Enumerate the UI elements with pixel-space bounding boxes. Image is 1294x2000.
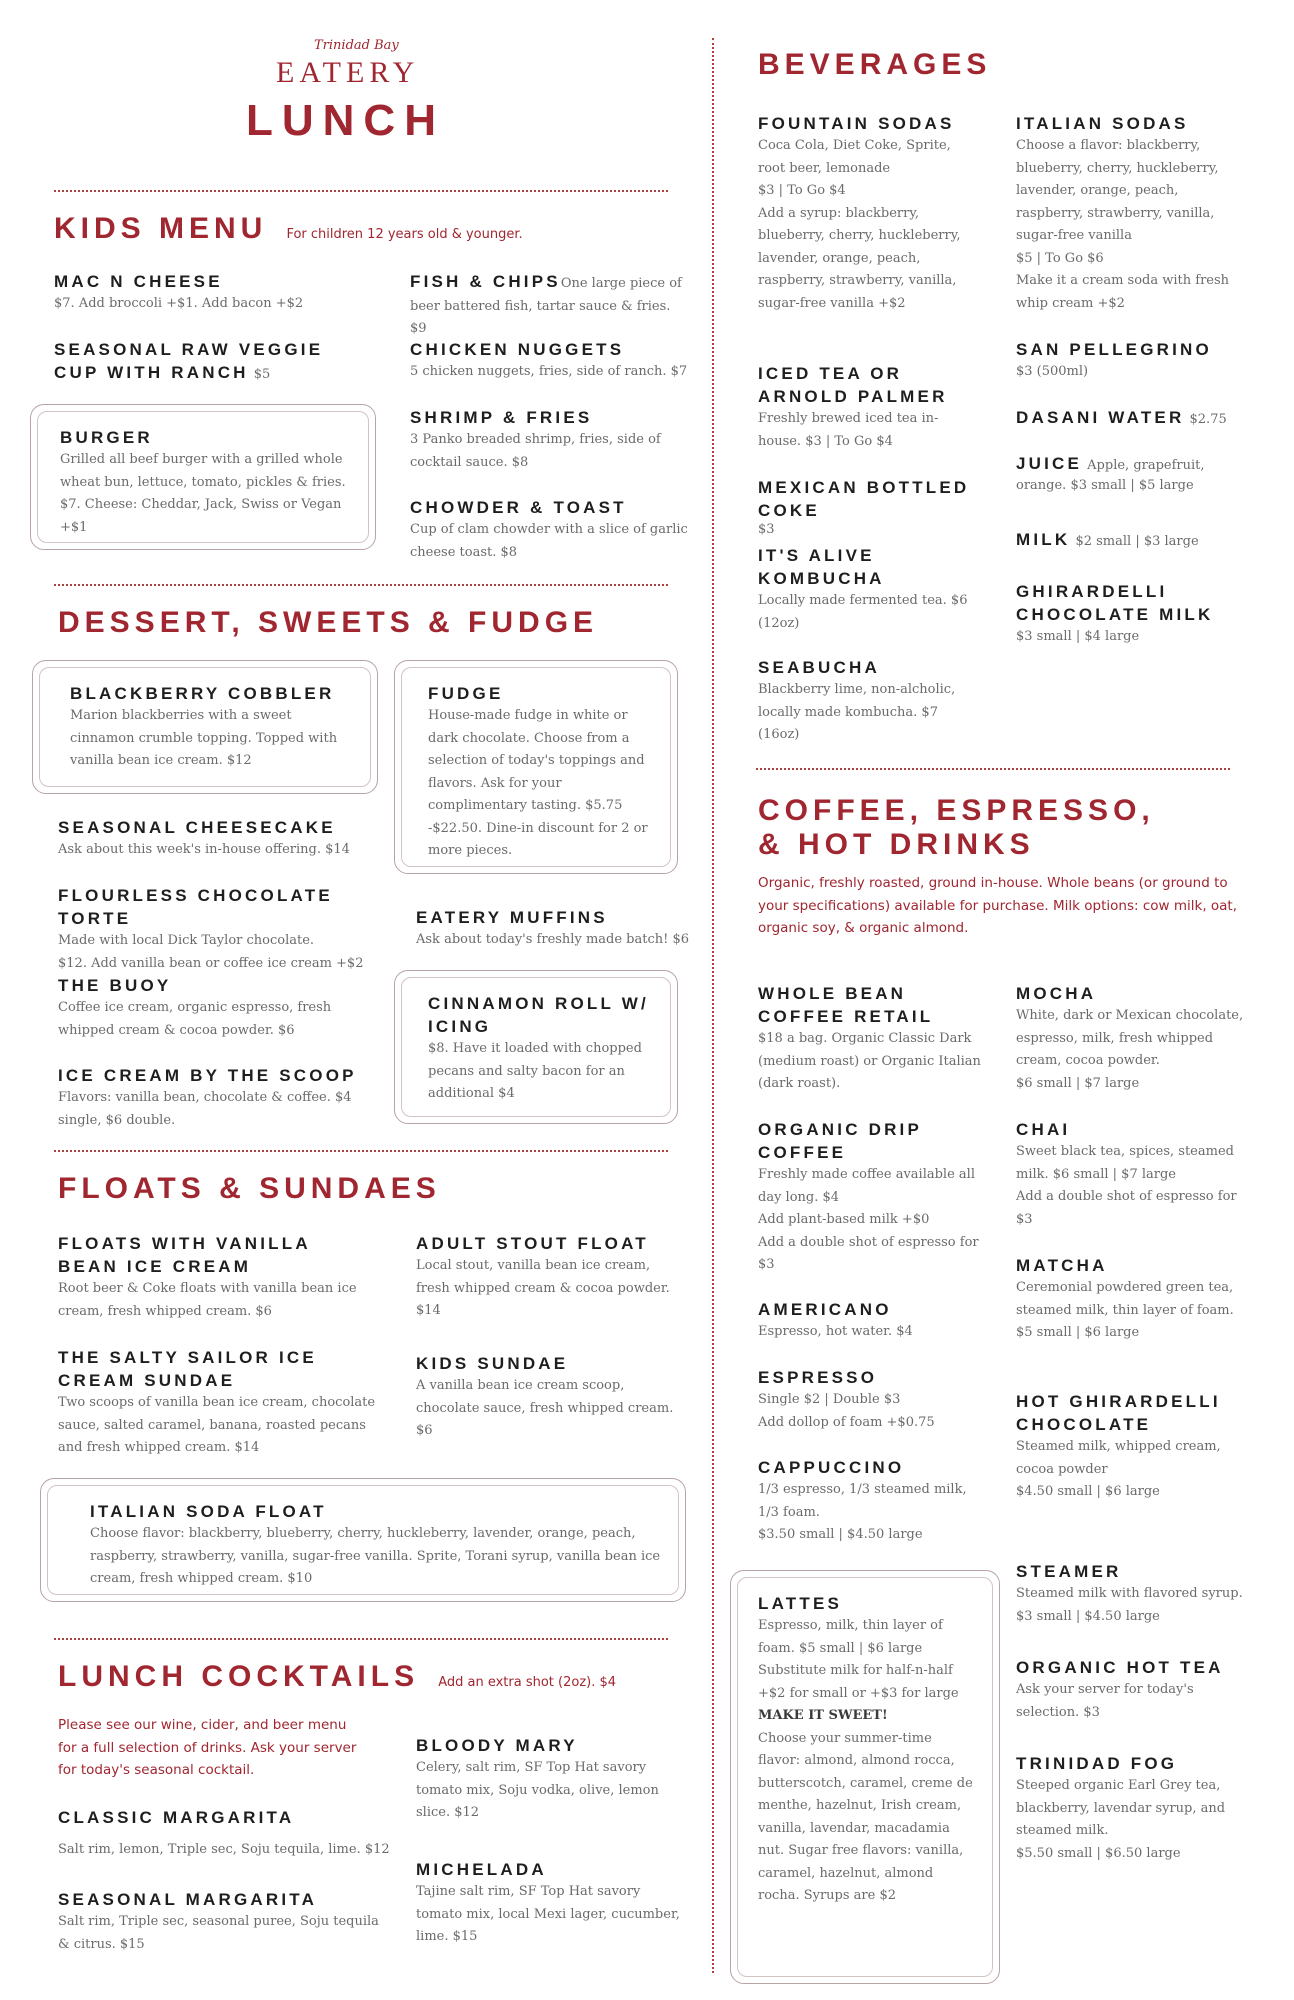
item-name: CAPPUCCINO [758,1458,905,1477]
item-price: $2.75 [1189,412,1227,427]
item-callout: MAKE IT SWEET! [758,1708,888,1723]
item-desc: Apple, grapefruit, [1087,458,1205,473]
item-name: ORGANIC HOT TEA [1016,1658,1224,1677]
item-extra: Add a syrup: blackberry, blueberry, cherry, huckleberry, lavender, orange, peach, raspberry, strawberry, vanilla, sugar-free vanilla +$2 [758,205,961,311]
cocktails-section-header [58,1660,616,1694]
menu-item [758,1456,988,1547]
menu-item [410,496,690,564]
item-price: $3 | To Go $4 [758,183,846,198]
item-price: $5.50 small | $6.50 large [1016,1845,1181,1861]
item-name: GHIRARDELLI CHOCOLATE MILK [1016,582,1214,624]
item-desc: Choose flavor: blackberry, blueberry, cherry, huckleberry, lavender, orange, peach, raspberry, strawberry, vanilla, sugar-free vanilla. Sprite, Torani syrup, vanilla bean ice cream, fresh whipped cream. $10 [90,1526,661,1586]
item-name: SHRIMP & FRIES [410,408,593,427]
item-name: CHICKEN NUGGETS [410,340,625,359]
item-name: MAC N CHEESE [54,272,223,291]
menu-item [1016,580,1248,649]
item-desc: Steeped organic Earl Grey tea, blackberry, lavendar syrup, and steamed milk. [1016,1778,1226,1838]
item-name: STEAMER [1016,1562,1122,1581]
item-name: BURGER [60,428,153,447]
item-desc: $3 small | $4 large [1016,629,1140,644]
item-name: SAN PELLEGRINO [1016,340,1212,359]
item-extra: Choose your summer-time flavor: almond, almond rocca, butterscotch, caramel, creme de menthe, hazelnut, Irish cream, vanilla, lavendar, macadamia nut. Sugar free flavors: vanilla, caramel, hazelnut, almond rocha. Syrups are $2 [758,1730,973,1903]
item-desc: White, dark or Mexican chocolate, espresso, milk, fresh whipped cream, cocoa powder. [1016,1008,1244,1068]
item-desc: Coffee ice cream, organic espresso, fresh whipped cream & cocoa powder. $6 [58,1000,332,1038]
item-name: MOCHA [1016,984,1097,1003]
item-name: ORGANIC DRIP COFFEE [758,1120,922,1162]
menu-item [58,1346,388,1460]
item-name: SEASONAL CHEESECAKE [58,818,336,837]
kids-title: KIDS MENU [54,212,268,245]
item-name: TRINIDAD FOG [1016,1754,1178,1773]
item-desc: Tajine salt rim, SF Top Hat savory tomato mix, local Mexi lager, cucumber, lime. $15 [416,1884,680,1944]
item-desc: Marion blackberries with a sweet cinnamon crumble topping. Topped with vanilla bean ice cream. $12 [70,708,338,768]
item-extra: Substitute milk for half-n-half +$2 for small or +$3 for large [758,1663,959,1701]
divider [756,768,1230,770]
item-desc: Freshly made coffee available all day long. $4 [758,1167,975,1205]
item-extra: Make it a cream soda with fresh whip cream +$2 [1016,273,1230,311]
item-desc: 1/3 espresso, 1/3 steamed milk, 1/3 foam. [758,1482,967,1520]
item-name: ITALIAN SODAS [1016,114,1189,133]
menu-item [758,982,988,1096]
item-price: $5 | To Go $6 [1016,250,1104,266]
item-name: BLACKBERRY COBBLER [70,684,335,703]
menu-item [416,906,696,952]
menu-item [410,338,690,384]
item-desc: $8. Have it loaded with chopped pecans and salty bacon for an additional $4 [428,1041,642,1101]
item-desc: House-made fudge in white or dark chocolate. Choose from a selection of today's toppings and flavors. Ask for your complimentary tasting. $5.75 -$22.50. Dine-in discount for 2 or more pieces. [428,708,648,858]
coffee-title-line1: COFFEE, ESPRESSO, [758,794,1155,827]
item-extra: Add a double shot of espresso for $3 [1016,1189,1237,1227]
menu-item [428,682,660,863]
brand-lunch: LUNCH [246,96,445,145]
cocktails-subtitle: Add an extra shot (2oz). $4 [438,1675,617,1690]
menu-item [58,816,378,862]
item-desc: Salt rim, lemon, Triple sec, Soju tequila, lime. $12 [58,1842,390,1857]
item-desc: One large piece of beer battered fish, tartar sauce & fries. $9 [410,276,682,336]
item-name: ICE CREAM BY THE SCOOP [58,1066,357,1085]
menu-item [54,270,354,316]
item-desc: Celery, salt rim, SF Top Hat savory tomato mix, Soju vodka, olive, lemon slice. $12 [416,1760,659,1820]
menu-item [58,1888,388,1956]
item-desc: Freshly brewed iced tea in-house. $3 | To Go $4 [758,411,939,449]
item-extra: Add dollop of foam +$0.75 [758,1414,935,1430]
item-name: CHOWDER & TOAST [410,498,627,517]
menu-item [1016,1752,1248,1865]
item-price: $2 small | $3 large [1075,534,1199,549]
item-name: MEXICAN BOTTLED COKE [758,478,970,520]
divider [54,190,668,192]
item-desc: Sweet black tea, spices, steamed milk. $6 small | $7 large [1016,1144,1234,1182]
item-name: CHAI [1016,1120,1071,1139]
menu-item [758,112,978,315]
cocktails-note: Please see our wine, cider, and beer menu for a full selection of drinks. Ask your server for today's seasonal cocktail. [58,1717,357,1778]
menu-item [58,884,388,975]
menu-item [758,1118,988,1277]
cocktails-title: LUNCH COCKTAILS [58,1660,420,1693]
divider [54,584,668,586]
item-desc: Local stout, vanilla bean ice cream, fresh whipped cream & cocoa powder. $14 [416,1258,670,1318]
item-name: DASANI WATER [1016,408,1185,427]
item-name: SEASONAL RAW VEGGIE CUP WITH RANCH [54,340,324,382]
item-desc: Two scoops of vanilla bean ice cream, chocolate sauce, salted caramel, banana, roasted pecans and fresh whipped cream. $14 [58,1395,376,1455]
item-desc: orange. $3 small | $5 large [1016,478,1194,493]
item-desc: Ceremonial powdered green tea, steamed milk, thin layer of foam. [1016,1280,1234,1318]
item-desc: Ask your server for today's selection. $3 [1016,1682,1194,1720]
item-desc: Ask about today's freshly made batch! $6 [416,932,690,947]
item-desc: Ask about this week's in-house offering. $14 [58,842,350,857]
menu-item [758,476,978,537]
item-desc: Espresso, milk, thin layer of foam. $5 small | $6 large [758,1618,943,1656]
item-name: FOUNTAIN SODAS [758,114,955,133]
item-desc: Choose a flavor: blackberry, blueberry, cherry, huckleberry, lavender, orange, peach, raspberry, strawberry, vanilla, sugar-free vanilla [1016,138,1219,243]
item-desc: Grilled all beef burger with a grilled whole wheat bun, lettuce, tomato, pickles & fries. $7. Cheese: Cheddar, Jack, Swiss or Vegan +$1 [60,452,346,535]
coffee-title-line2: & HOT DRINKS [758,828,1035,861]
menu-item [758,656,978,747]
menu-item [758,1366,988,1434]
menu-item [1016,112,1248,315]
item-name: THE BUOY [58,976,172,995]
item-name: FISH & CHIPS [410,272,561,291]
item-name: LATTES [758,1594,843,1613]
item-desc: 3 Panko breaded shrimp, fries, side of cocktail sauce. $8 [410,432,661,470]
item-price: $5 [253,367,271,382]
item-name: ADULT STOUT FLOAT [416,1234,649,1253]
menu-item [58,1064,358,1132]
item-name: IT'S ALIVE KOMBUCHA [758,546,885,588]
item-desc: Salt rim, Triple sec, seasonal puree, Soju tequila & citrus. $15 [58,1914,379,1952]
item-desc: Espresso, hot water. $4 [758,1324,913,1339]
menu-item [1016,452,1248,498]
item-name: BLOODY MARY [416,1736,578,1755]
menu-item [58,1232,368,1323]
menu-item [758,362,978,453]
menu-item [1016,1118,1248,1231]
item-name: WHOLE BEAN COFFEE RETAIL [758,984,934,1026]
item-desc: Root beer & Coke floats with vanilla bean ice cream, fresh whipped cream. $6 [58,1281,357,1319]
right-column [718,0,1294,2000]
floats-title: FLOATS & SUNDAES [58,1172,441,1205]
item-desc: Single $2 | Double $3 [758,1392,901,1407]
column-divider [712,38,714,1973]
item-extra: Add plant-based milk +$0 [758,1212,930,1227]
item-name: SEABUCHA [758,658,880,677]
item-desc: A vanilla bean ice cream scoop, chocolate sauce, fresh whipped cream. $6 [416,1378,674,1438]
beverages-title: BEVERAGES [758,48,992,81]
item-desc: $18 a bag. Organic Classic Dark (medium roast) or Organic Italian (dark roast). [758,1031,981,1091]
item-name: MATCHA [1016,1256,1108,1275]
menu-item [58,974,358,1042]
item-desc: Flavors: vanilla bean, chocolate & coffee. $4 single, $6 double. [58,1090,352,1128]
menu-item [1016,1560,1248,1628]
menu-item [428,992,660,1106]
item-name: ITALIAN SODA FLOAT [90,1502,327,1521]
menu-item [758,1592,978,1908]
item-name: MICHELADA [416,1860,547,1879]
menu-item [1016,338,1248,384]
brand-eatery: EATERY [276,56,420,89]
item-desc: Blackberry lime, non-alcholic, locally made kombucha. $7 (16oz) [758,682,956,742]
item-name: CINNAMON ROLL W/ ICING [428,994,649,1036]
item-desc: 5 chicken nuggets, fries, side of ranch. $7 [410,364,688,379]
item-name: HOT GHIRARDELLI CHOCOLATE [1016,1392,1221,1434]
menu-item [416,1232,686,1323]
menu-item [90,1500,662,1591]
item-extra: $3.50 small | $4.50 large [758,1527,923,1542]
item-desc: Steamed milk with flavored syrup. $3 small | $4.50 large [1016,1586,1243,1624]
item-name: SEASONAL MARGARITA [58,1890,318,1909]
menu-item [58,1806,398,1862]
item-name: FLOURLESS CHOCOLATE TORTE [58,886,333,928]
kids-section-header [54,212,523,246]
item-name: JUICE [1016,454,1083,473]
divider [54,1638,668,1640]
item-price: $4.50 small | $6 large [1016,1484,1160,1499]
item-name: AMERICANO [758,1300,892,1319]
item-name: KIDS SUNDAE [416,1354,569,1373]
menu-item [1016,406,1248,429]
divider [54,1150,668,1152]
menu-item [70,682,360,773]
item-name: FUDGE [428,684,504,703]
menu-item [54,338,354,384]
item-extra: Add a double shot of espresso for $3 [758,1234,979,1272]
menu-item [416,1734,686,1825]
menu-item [1016,1390,1248,1504]
item-desc: Coca Cola, Diet Coke, Sprite, root beer, lemonade [758,138,951,176]
menu-item [1016,982,1248,1095]
dessert-title: DESSERT, SWEETS & FUDGE [58,606,599,639]
item-name: EATERY MUFFINS [416,908,608,927]
item-price: $3 [758,522,775,537]
item-desc: $3 (500ml) [1016,364,1089,379]
coffee-note: Organic, freshly roasted, ground in-house. Whole beans (or ground to your specifications) available for purchase. Milk options: cow milk, oat, organic soy, & organic almond. [758,875,1238,936]
item-name: THE SALTY SAILOR ICE CREAM SUNDAE [58,1348,317,1390]
item-desc: $7. Add broccoli +$1. Add bacon +$2 [54,296,304,311]
item-name: FLOATS WITH VANILLA BEAN ICE CREAM [58,1234,311,1276]
menu-item [1016,1656,1248,1724]
item-name: MILK [1016,530,1071,549]
item-desc: Cup of clam chowder with a slice of garlic cheese toast. $8 [410,522,688,560]
menu-item [1016,528,1248,551]
menu-item [410,270,690,341]
brand-script: Trinidad Bay [314,38,399,53]
item-price: $6 small | $7 large [1016,1075,1140,1091]
menu-item [758,1298,988,1344]
item-name: ICED TEA OR ARNOLD PALMER [758,364,948,406]
item-desc: Locally made fermented tea. $6 (12oz) [758,593,968,631]
item-desc: $12. Add vanilla bean or coffee ice cream +$2 [58,955,364,971]
menu-item [758,544,978,635]
menu-item [60,426,360,539]
item-name: ESPRESSO [758,1368,878,1387]
item-name: CLASSIC MARGARITA [58,1808,295,1827]
menu-item [410,406,690,474]
item-price: $5 small | $6 large [1016,1325,1140,1340]
item-desc: Steamed milk, whipped cream, cocoa powder [1016,1439,1221,1477]
kids-subtitle: For children 12 years old & younger. [286,227,523,242]
menu-item [416,1858,686,1949]
menu-item [416,1352,686,1443]
menu-item [1016,1254,1248,1345]
item-desc: Made with local Dick Taylor chocolate. [58,933,315,948]
